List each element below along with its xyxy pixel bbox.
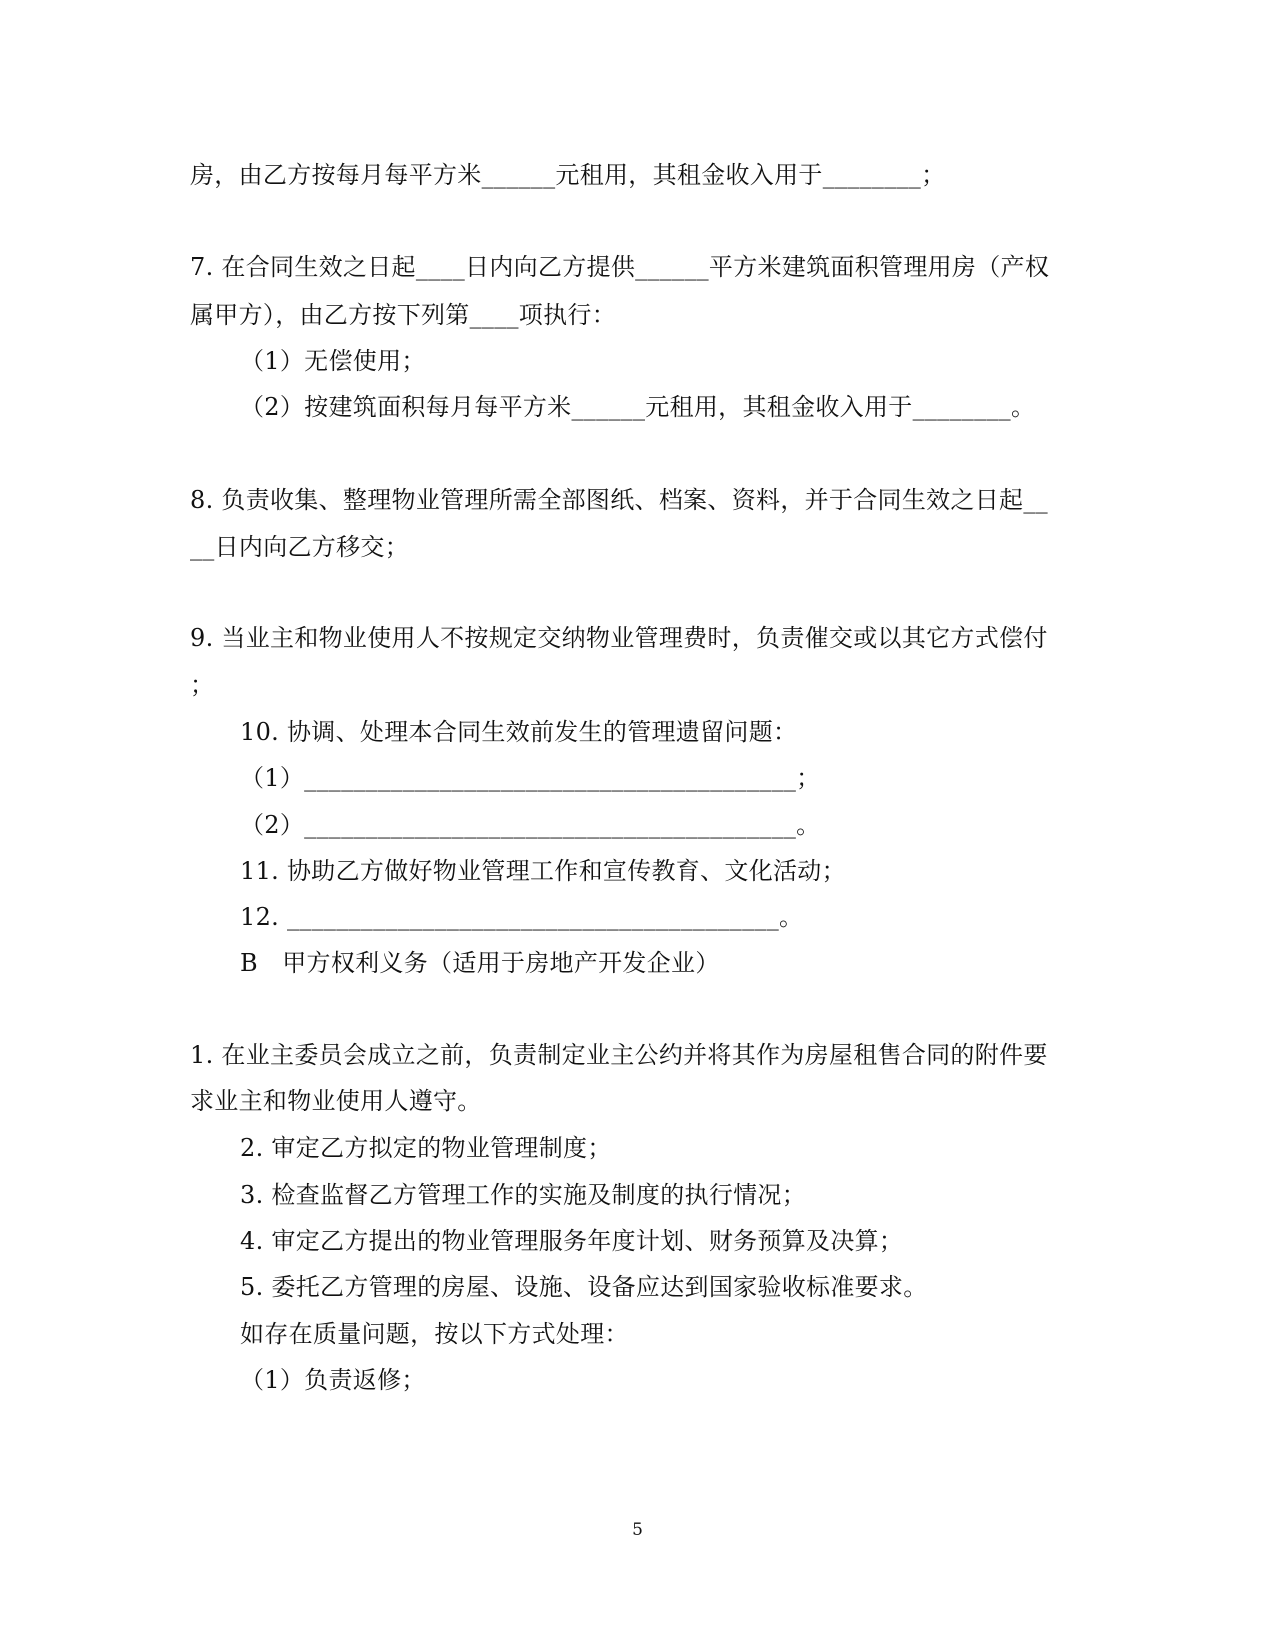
b-clause-3: 3. 检查监督乙方管理工作的实施及制度的执行情况； bbox=[240, 1181, 807, 1209]
b-clause-1-line-1: 1. 在业主委员会成立之前，负责制定业主公约并将其作为房屋租售合同的附件要 bbox=[190, 1041, 1048, 1069]
clause-8-line-2: __日内向乙方移交； bbox=[190, 533, 409, 561]
section-b-heading: B 甲方权利义务（适用于房地产开发企业） bbox=[240, 949, 720, 977]
clause-10-item-2: （2）________________________________________。 bbox=[240, 811, 821, 839]
b-clause-5-note: 如存在质量问题，按以下方式处理： bbox=[240, 1320, 629, 1348]
b-clause-5-option-1: （1）负责返修； bbox=[240, 1366, 426, 1394]
clause-10-item-1: （1）________________________________________； bbox=[240, 764, 821, 792]
text-line: 房，由乙方按每月每平方米______元租用，其租金收入用于________； bbox=[190, 161, 946, 189]
clause-7-option-2: （2）按建筑面积每月每平方米______元租用，其租金收入用于________。 bbox=[240, 393, 1036, 421]
clause-12: 12. ________________________________________。 bbox=[240, 903, 804, 931]
clause-7-line-2: 属甲方），由乙方按下列第____项执行： bbox=[190, 301, 616, 329]
b-clause-5: 5. 委托乙方管理的房屋、设施、设备应达到国家验收标准要求。 bbox=[240, 1273, 928, 1301]
b-clause-4: 4. 审定乙方提出的物业管理服务年度计划、财务预算及决算； bbox=[240, 1227, 904, 1255]
clause-9-line-2: ； bbox=[190, 671, 215, 699]
clause-9-line-1: 9. 当业主和物业使用人不按规定交纳物业管理费时，负责催交或以其它方式偿付 bbox=[190, 624, 1048, 652]
b-clause-2: 2. 审定乙方拟定的物业管理制度； bbox=[240, 1134, 612, 1162]
clause-11: 11. 协助乙方做好物业管理工作和宣传教育、文化活动； bbox=[240, 857, 846, 885]
clause-7-option-1: （1）无偿使用； bbox=[240, 347, 426, 375]
clause-10-heading: 10. 协调、处理本合同生效前发生的管理遗留问题： bbox=[240, 718, 798, 746]
page-number: 5 bbox=[632, 1520, 643, 1540]
clause-8-line-1: 8. 负责收集、整理物业管理所需全部图纸、档案、资料，并于合同生效之日起__ bbox=[190, 486, 1048, 514]
clause-7-line-1: 7. 在合同生效之日起____日内向乙方提供______平方米建筑面积管理用房（产权 bbox=[190, 253, 1050, 281]
b-clause-1-line-2: 求业主和物业使用人遵守。 bbox=[190, 1087, 482, 1115]
